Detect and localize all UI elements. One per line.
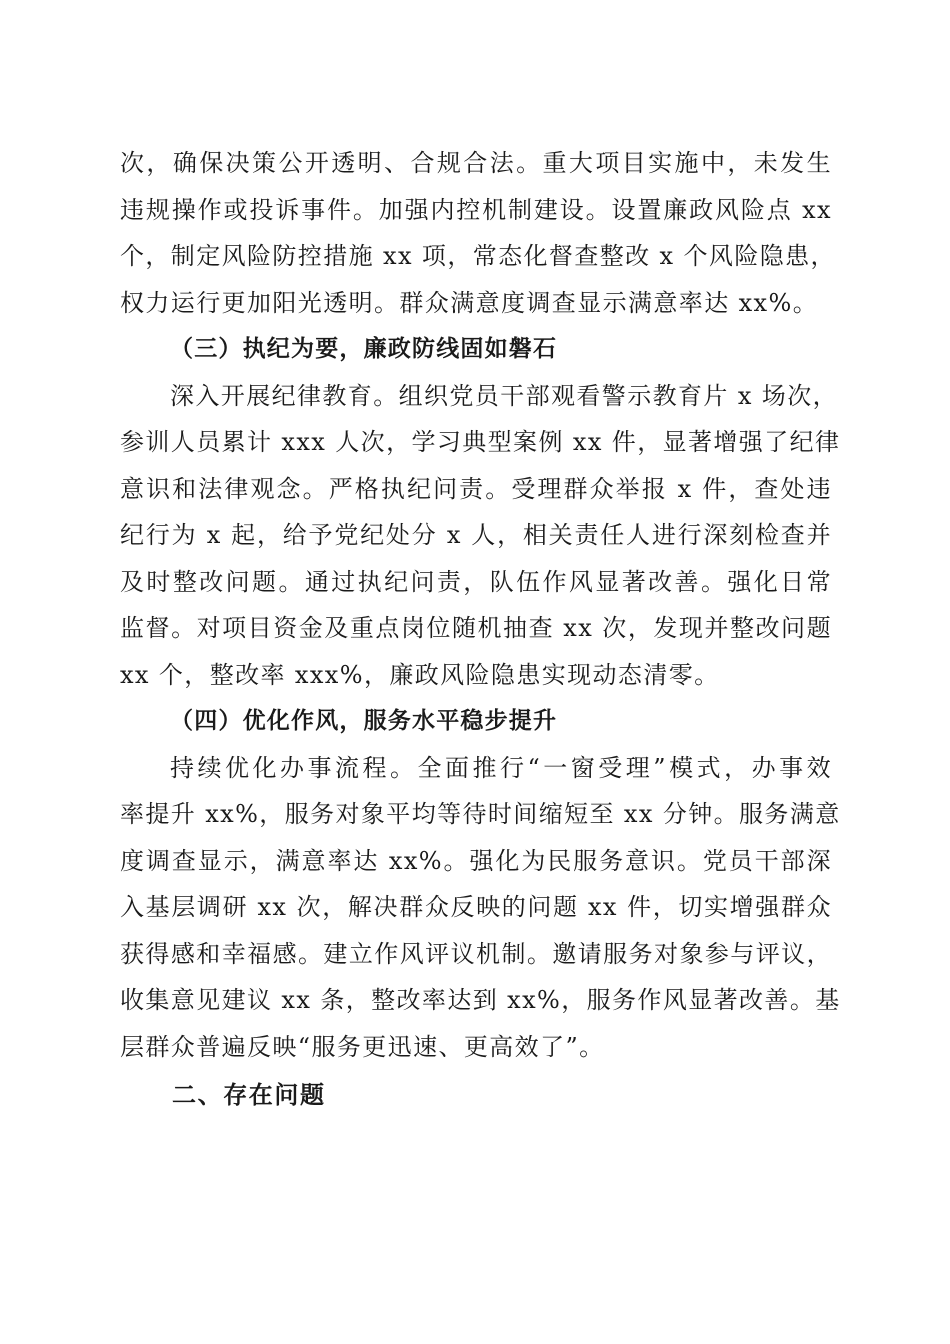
paragraph-line: xx 个，整改率 xxx%，廉政风险隐患实现动态清零。 <box>120 660 720 689</box>
paragraph-line: 层群众普遍反映“服务更迅速、更高效了”。 <box>120 1032 605 1061</box>
paragraph-line: 度调查显示，满意率达 xx%。强化为民服务意识。党员干部深 <box>120 846 832 875</box>
paragraph-line: 个，制定风险防控措施 xx 项，常态化督查整改 x 个风险隐患， <box>120 242 836 270</box>
paragraph-line: 权力运行更加阳光透明。群众满意度调查显示满意率达 xx%。 <box>120 288 819 317</box>
paragraph-line: 监督。对项目资金及重点岗位随机抽查 xx 次，发现并整改问题 <box>120 614 832 642</box>
paragraph-intro <box>120 140 836 326</box>
paragraph-line: 持续优化办事流程。全面推行“一窗受理”模式，办事效 <box>170 753 832 782</box>
paragraph-line: 意识和法律观念。严格执纪问责。受理群众举报 x 件，查处违 <box>120 474 832 503</box>
paragraph-line: 入基层调研 xx 次，解决群众反映的问题 xx 件，切实增强群众 <box>120 893 832 921</box>
paragraph-line: 及时整改问题。通过执纪问责，队伍作风显著改善。强化日常 <box>120 567 832 596</box>
paragraph-section-3 <box>120 373 841 699</box>
paragraph-line: 违规操作或投诉事件。加强内控机制建设。设置廉政风险点 xx <box>120 195 832 224</box>
heading-section-4: （四）优化作风，服务水平稳步提升 <box>170 708 558 734</box>
paragraph-line: 参训人员累计 xxx 人次，学习典型案例 xx 件，显著增强了纪律 <box>120 428 841 456</box>
heading-section-3: （三）执纪为要，廉政防线固如磐石 <box>170 336 558 362</box>
paragraph-line: 次，确保决策公开透明、合规合法。重大项目实施中，未发生 <box>120 149 832 177</box>
paragraph-line: 纪行为 x 起，给予党纪处分 x 人，相关责任人进行深刻检查并 <box>120 521 832 549</box>
paragraph-line: 率提升 xx%，服务对象平均等待时间缩短至 xx 分钟。服务满意 <box>120 800 841 828</box>
heading-part-2: 二、存在问题 <box>172 1081 326 1109</box>
paragraph-line: 深入开展纪律教育。组织党员干部观看警示教育片 x 场次， <box>170 381 838 410</box>
paragraph-line: 收集意见建议 xx 条，整改率达到 xx%，服务作风显著改善。基 <box>120 986 841 1014</box>
paragraph-line: 获得感和幸福感。建立作风评议机制。邀请服务对象参与评议， <box>120 939 832 968</box>
paragraph-section-4 <box>120 745 841 1071</box>
